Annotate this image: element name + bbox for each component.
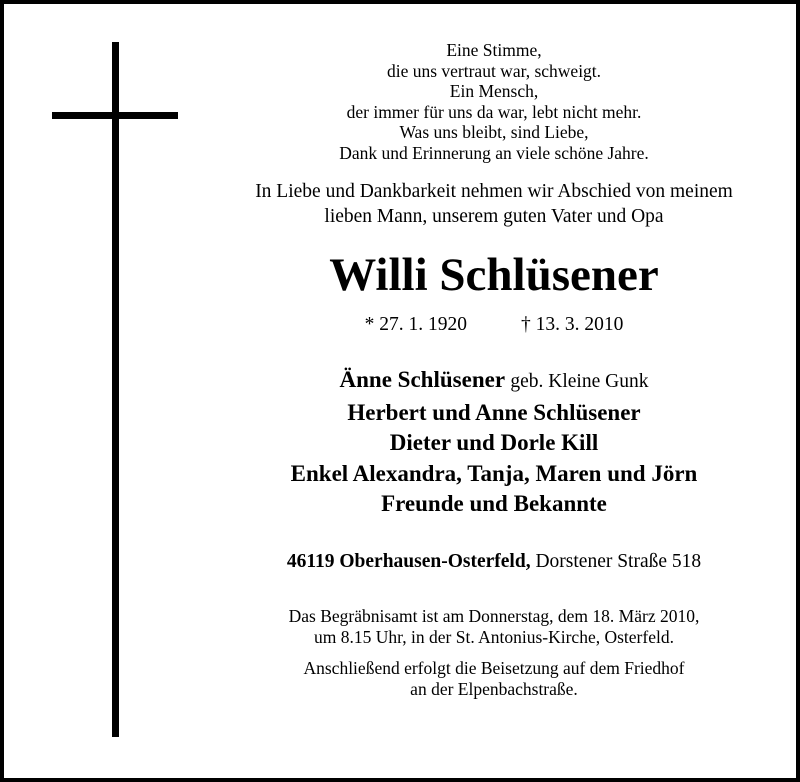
maiden-name: geb. Kleine Gunk — [510, 371, 649, 392]
address-street: Dorstener Straße 518 — [535, 550, 702, 572]
funeral-line: Das Begräbnisamt ist am Donnerstag, dem 18. März 2010, — [288, 605, 700, 626]
cross-vertical-bar — [112, 42, 119, 737]
mourner-line: Herbert und Anne Schlüsener — [347, 399, 641, 425]
cross-horizontal-bar — [52, 112, 178, 119]
life-dates — [200, 313, 788, 337]
poem-line: die uns vertraut war, schweigt. — [386, 60, 602, 81]
mourner-line: Enkel Alexandra, Tanja, Maren und Jörn — [290, 460, 698, 486]
address — [200, 550, 788, 574]
funeral-info — [200, 606, 788, 648]
mourner-name: Änne Schlüsener — [339, 367, 505, 392]
burial-line: Anschließend erfolgt die Beisetzung auf dem Friedhof — [303, 657, 685, 678]
obituary-content — [200, 40, 788, 700]
intro-line: In Liebe und Dankbarkeit nehmen wir Abschied von meinem — [255, 181, 733, 202]
poem — [200, 40, 788, 163]
poem-line: Ein Mensch, — [449, 81, 539, 101]
funeral-line: um 8.15 Uhr, in der St. Antonius-Kirche, Osterfeld. — [314, 626, 674, 647]
mourner-line: Dieter und Dorle Kill — [389, 430, 599, 455]
intro-text — [200, 179, 788, 229]
mourners-list — [200, 365, 788, 520]
intro-line: lieben Mann, unserem guten Vater und Opa — [324, 206, 664, 227]
death-date: † 13. 3. 2010 — [521, 314, 624, 335]
mourner-line — [200, 365, 788, 398]
mourner-line: Freunde und Bekannte — [381, 491, 607, 516]
address-city: 46119 Oberhausen-Osterfeld, — [286, 550, 531, 572]
burial-info — [200, 658, 788, 700]
poem-line: Dank und Erinnerung an viele schöne Jahre. — [339, 142, 649, 163]
poem-line: der immer für uns da war, lebt nicht mehr. — [346, 101, 642, 122]
deceased-name: Willi Schlüsener — [329, 249, 659, 301]
poem-line: Was uns bleibt, sind Liebe, — [399, 122, 589, 142]
burial-line: an der Elpenbachstraße. — [410, 678, 578, 699]
birth-date: * 27. 1. 1920 — [364, 314, 467, 335]
poem-line: Eine Stimme, — [446, 40, 542, 60]
